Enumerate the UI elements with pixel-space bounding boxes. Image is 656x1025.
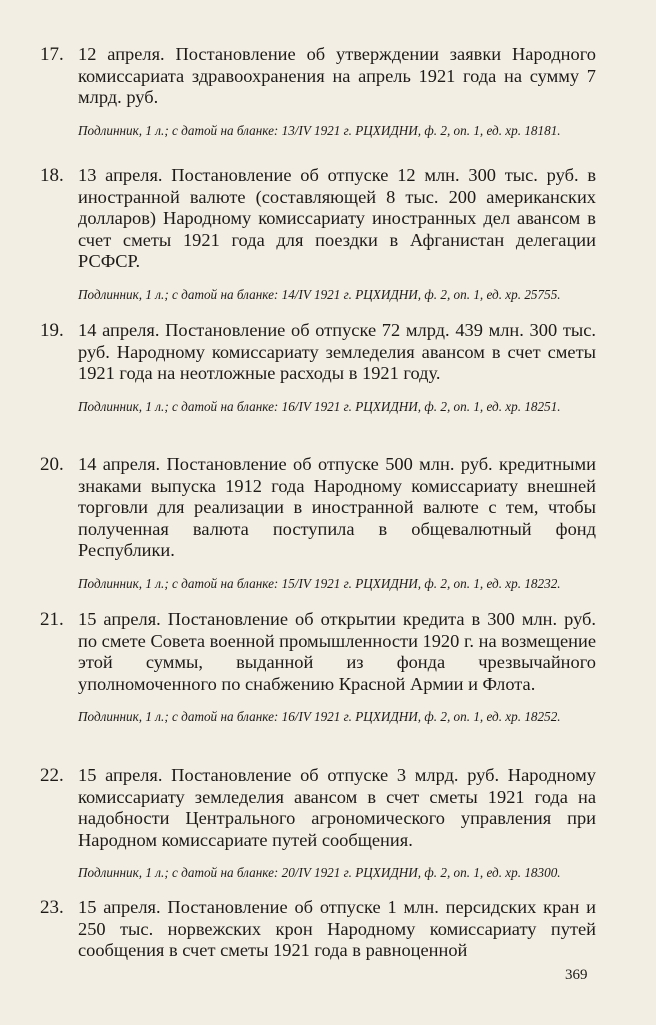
entry-19 xyxy=(40,320,596,416)
entry-text: 15 апреля. Постановление об открытии кредита в 300 млн. руб. по смете Совета военной промышленности 1920 г. на возмещение этой суммы, выданной из фонда чрезвычайного уполномоченного по снабжению Красной Армии и Флота. xyxy=(78,609,596,694)
entry-source: Подлинник, 1 л.; с датой на бланке: 13/IV 1921 г. РЦХИДНИ, ф. 2, оп. 1, ед. хр. 18181. xyxy=(78,122,561,138)
page-number: 369 xyxy=(565,967,588,983)
entry-source: Подлинник, 1 л.; с датой на бланке: 15/IV 1921 г. РЦХИДНИ, ф. 2, оп. 1, ед. хр. 18232. xyxy=(78,575,561,591)
entry-text: 14 апреля. Постановление об отпуске 72 млрд. 439 млн. 300 тыс. руб. Народному комиссариату земледелия авансом в счет сметы 1921 года на неотложные расходы в 1921 году. xyxy=(78,320,596,384)
entry-text: 15 апреля. Постановление об отпуске 1 млн. персидских кран и 250 тыс. норвежских крон Народному комиссариату путей сообщения в счет сметы 1921 года в равноценной xyxy=(78,897,596,961)
entry-text: 12 апреля. Постановление об утверждении заявки Народного комиссариата здравоохранения на апрель 1921 года на сумму 7 млрд. руб. xyxy=(78,44,596,108)
entry-number: 18. xyxy=(40,165,64,186)
entry-source: Подлинник, 1 л.; с датой на бланке: 20/IV 1921 г. РЦХИДНИ, ф. 2, оп. 1, ед. хр. 18300. xyxy=(78,865,561,881)
entry-number: 21. xyxy=(40,609,64,630)
entry-source: Подлинник, 1 л.; с датой на бланке: 14/IV 1921 г. РЦХИДНИ, ф. 2, оп. 1, ед. хр. 25755. xyxy=(78,286,561,302)
entry-23 xyxy=(40,897,596,962)
entry-17 xyxy=(40,44,596,140)
entry-number: 23. xyxy=(40,897,64,918)
entry-21 xyxy=(40,609,596,726)
entry-source: Подлинник, 1 л.; с датой на бланке: 16/IV 1921 г. РЦХИДНИ, ф. 2, оп. 1, ед. хр. 18252. xyxy=(78,709,561,725)
entry-22 xyxy=(40,765,596,882)
entry-number: 17. xyxy=(40,44,64,65)
entry-number: 19. xyxy=(40,320,64,341)
entry-18 xyxy=(40,165,596,304)
entry-text: 15 апреля. Постановление об отпуске 3 млрд. руб. Народному комиссариату земледелия авансом в счет сметы 1921 года на надобности Центрального агрономического управления при Народном комиссариате путей сообщения. xyxy=(78,765,596,850)
entry-source: Подлинник, 1 л.; с датой на бланке: 16/IV 1921 г. РЦХИДНИ, ф. 2, оп. 1, ед. хр. 18251. xyxy=(78,398,561,414)
entry-text: 14 апреля. Постановление об отпуске 500 млн. руб. кредитными знаками выпуска 1912 года Народному комиссариату внешней торговли для реализации в иностранной валюте с тем, чтобы полученная валюта поступила в общевалютный фонд Республики. xyxy=(78,454,596,561)
entry-number: 20. xyxy=(40,454,64,475)
entry-number: 22. xyxy=(40,765,64,786)
entry-text: 13 апреля. Постановление об отпуске 12 млн. 300 тыс. руб. в иностранной валюте (составляющей 8 тыс. 200 американских долларов) Народному комиссариату иностранных дел авансом в счет сметы 1921 года для поездки в Афганистан делегации РСФСР. xyxy=(78,165,596,272)
entry-20 xyxy=(40,454,596,593)
